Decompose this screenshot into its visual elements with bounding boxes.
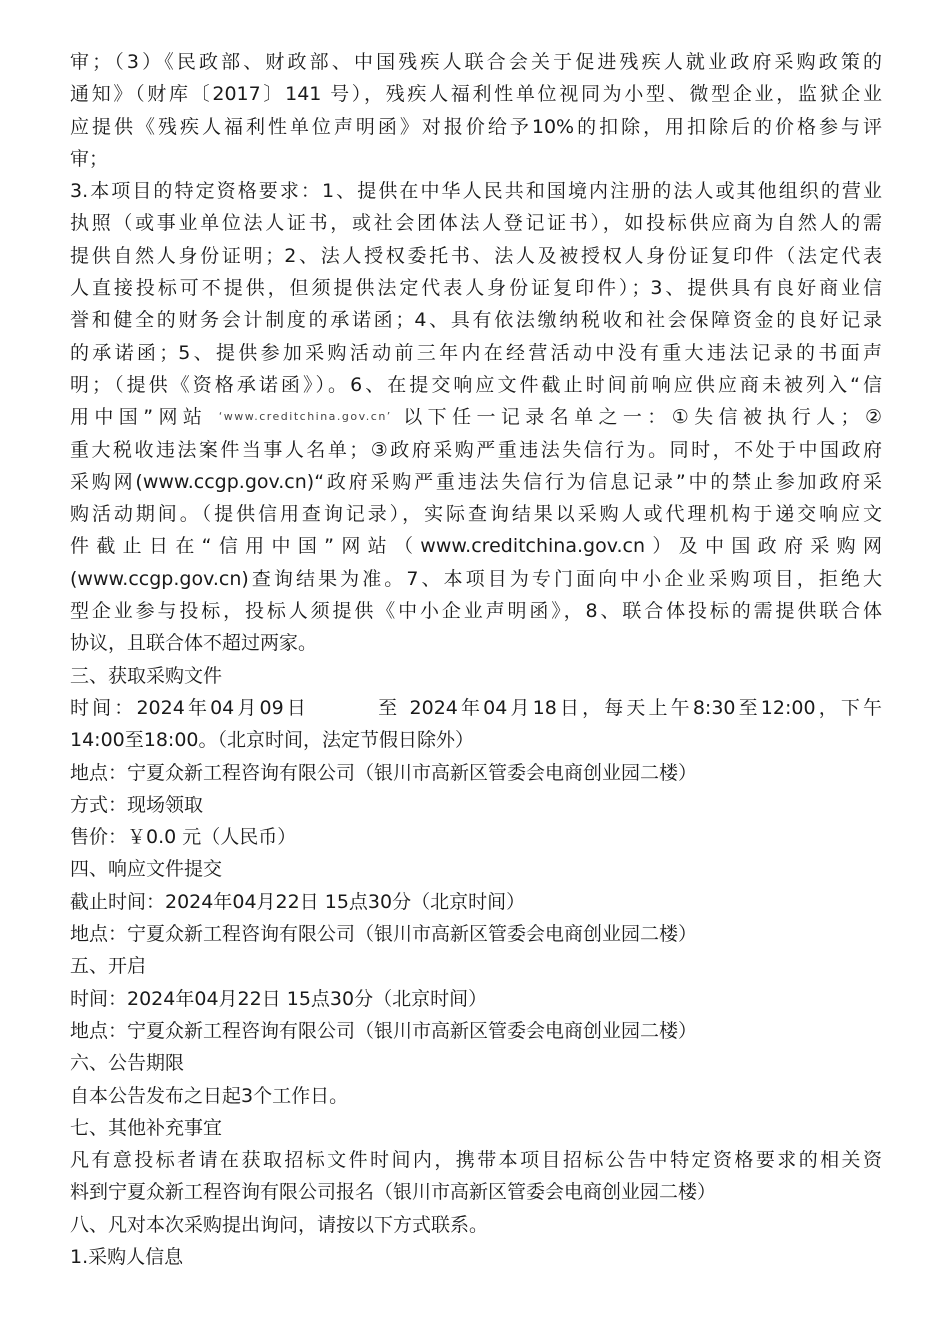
location-line: 地点：宁夏众新工程咨询有限公司（银川市高新区管委会电商创业园二楼） — [70, 761, 698, 784]
paragraph-line: 审；（3）《民政部、财政部、中国残疾人联合会关于促进残疾人就业政府采购政策的 — [70, 51, 882, 73]
document-page — [70, 46, 882, 1273]
price-line: 售价：￥0.0 元（人民币） — [70, 826, 297, 849]
method-line: 方式：现场领取 — [70, 793, 204, 816]
paragraph-line: (www.ccgp.gov.cn)查询结果为准。7、本项目为专门面向中小企业采购项目，拒绝大 — [70, 567, 882, 590]
paragraph-line: 3.本项目的特定资格要求：1、提供在中华人民共和国境内注册的法人或其他组织的营业 — [70, 180, 882, 203]
paragraph-line: 应提供《残疾人福利性单位声明函》对报价给予10%的扣除，用扣除后的价格参与评 — [70, 115, 882, 138]
paragraph-line: 自本公告发布之日起3个工作日。 — [70, 1084, 349, 1107]
paragraph-line-website — [70, 401, 882, 433]
paragraph-line: 重大税收违法案件当事人名单；③政府采购严重违法失信行为。同时，不处于中国政府 — [70, 438, 882, 461]
paragraph-line: 审； — [70, 147, 109, 170]
paragraph-line: 执照（或事业单位法人证书，或社会团体法人登记证书），如投标供应商为自然人的需 — [70, 212, 882, 235]
paragraph-line: 通知》（财库〔2017〕141 号），残疾人福利性单位视同为小型、微型企业，监狱企业 — [70, 83, 882, 106]
location-line: 地点：宁夏众新工程咨询有限公司（银川市高新区管委会电商创业园二楼） — [70, 923, 698, 946]
time-line — [70, 692, 882, 724]
website-text-faint: ‘www.creditchina.gov.cn’ — [218, 410, 392, 424]
deadline-line: 截止时间：2024年04月22日 15点30分（北京时间） — [70, 890, 526, 913]
section-heading: 七、其他补充事宜 — [70, 1116, 223, 1139]
line-text-start: 用中国”网站 — [70, 406, 208, 429]
paragraph-line: 14:00至18:00。（北京时间，法定节假日除外） — [70, 729, 475, 752]
paragraph-line: 采购网(www.ccgp.gov.cn)“政府采购严重违法失信行为信息记录”中的禁止参加政府采 — [70, 470, 882, 493]
paragraph-line: 提供自然人身份证明；2、法人授权委托书、法人及被授权人身份证复印件（法定代表 — [70, 244, 882, 267]
paragraph-line: 的承诺函；5、提供参加采购活动前三年内在经营活动中没有重大违法记录的书面声 — [70, 341, 882, 364]
paragraph-line: 凡有意投标者请在获取招标文件时间内，携带本项目招标公告中特定资格要求的相关资 — [70, 1149, 882, 1172]
line-text-end: 以下任一记录名单之一：①失信被执行人；② — [403, 406, 882, 429]
section-heading: 八、凡对本次采购提出询问，请按以下方式联系。 — [70, 1213, 489, 1236]
time-start: 时间：2024年04月09日 — [70, 696, 310, 719]
paragraph-line: 型企业参与投标，投标人须提供《中小企业声明函》，8、联合体投标的需提供联合体 — [70, 600, 882, 623]
paragraph-line: 件截止日在“信用中国”网站（www.creditchina.gov.cn）及中国政府采购网 — [70, 535, 882, 558]
paragraph-line: 人直接投标可不提供，但须提供法定代表人身份证复印件）；3、提供具有良好商业信 — [70, 277, 882, 300]
section-heading: 四、响应文件提交 — [70, 858, 223, 881]
section-heading: 五、开启 — [70, 955, 147, 978]
paragraph-line: 协议，且联合体不超过两家。 — [70, 632, 318, 655]
location-line: 地点：宁夏众新工程咨询有限公司（银川市高新区管委会电商创业园二楼） — [70, 1019, 698, 1042]
paragraph-line: 誉和健全的财务会计制度的承诺函；4、具有依法缴纳税收和社会保障资金的良好记录 — [70, 309, 882, 332]
time-end: 至 2024年04月18日，每天上午8:30至12:00，下午 — [375, 696, 882, 719]
paragraph-line: 料到宁夏众新工程咨询有限公司报名（银川市高新区管委会电商创业园二楼） — [70, 1181, 717, 1204]
paragraph-line: 明；（提供《资格承诺函》）。6、在提交响应文件截止时间前响应供应商未被列入“信 — [70, 373, 882, 396]
subsection-heading: 1.采购人信息 — [70, 1245, 184, 1268]
paragraph-line: 购活动期间。（提供信用查询记录），实际查询结果以采购人或代理机构于递交响应文 — [70, 503, 882, 526]
opening-time-line: 时间：2024年04月22日 15点30分（北京时间） — [70, 987, 488, 1010]
section-heading: 六、公告期限 — [70, 1052, 185, 1075]
section-heading: 三、获取采购文件 — [70, 664, 223, 687]
